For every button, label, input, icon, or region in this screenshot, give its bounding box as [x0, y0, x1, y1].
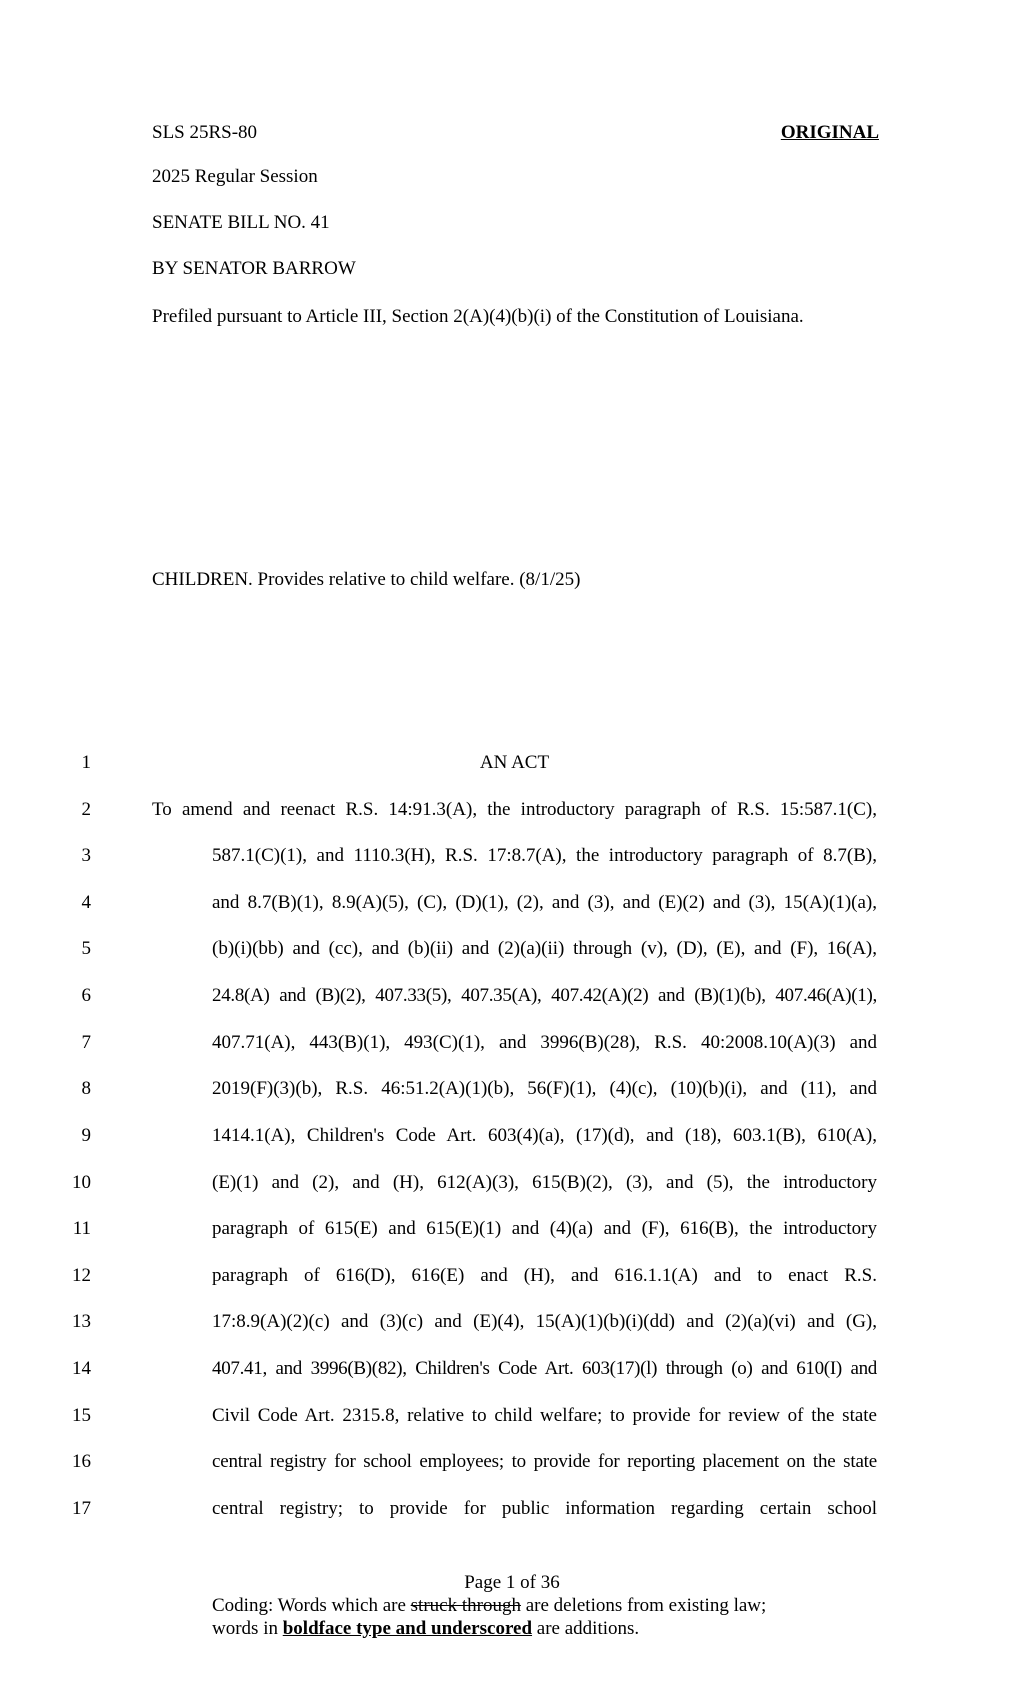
- bill-line: [0, 797, 1024, 823]
- page-number: Page 1 of 36: [464, 1572, 560, 1593]
- line-text: 17:8.9(A)(2)(c) and (3)(c) and (E)(4), 15(A)(1)(b)(i)(dd) and (2)(a)(vi) and (G),: [212, 1311, 877, 1332]
- bill-line: [0, 1263, 1024, 1289]
- author: BY SENATOR BARROW: [152, 258, 356, 279]
- bill-line: [0, 890, 1024, 916]
- coding-words-in: words in: [212, 1618, 278, 1639]
- line-number: 7: [81, 1032, 91, 1053]
- line-text: 2019(F)(3)(b), R.S. 46:51.2(A)(1)(b), 56(F)(1), (4)(c), (10)(b)(i), and (11), and: [212, 1078, 877, 1099]
- status-label: ORIGINAL: [780, 122, 879, 143]
- coding-legend-line-2: [212, 1617, 912, 1641]
- line-text: 1414.1(A), Children's Code Art. 603(4)(a), (17)(d), and (18), 603.1(B), 610(A),: [212, 1125, 877, 1146]
- line-text: (E)(1) and (2), and (H), 612(A)(3), 615(B)(2), (3), and (5), the introductory: [212, 1172, 877, 1193]
- bill-line: [0, 1403, 1024, 1429]
- act-title: AN ACT: [479, 752, 550, 773]
- line-text: paragraph of 615(E) and 615(E)(1) and (4)(a) and (F), 616(B), the introductory: [212, 1218, 877, 1239]
- bill-line: [0, 1030, 1024, 1056]
- line-text: 24.8(A) and (B)(2), 407.33(5), 407.35(A), 407.42(A)(2) and (B)(1)(b), 407.46(A)(1),: [212, 985, 877, 1006]
- bill-line: [0, 1309, 1024, 1335]
- bill-line: [0, 843, 1024, 869]
- bill-line: [0, 983, 1024, 1009]
- line-number: 16: [72, 1451, 91, 1472]
- line-number: 12: [72, 1265, 91, 1286]
- line-text: 407.71(A), 443(B)(1), 493(C)(1), and 3996(B)(28), R.S. 40:2008.10(A)(3) and: [212, 1032, 877, 1053]
- bill-line: [0, 1216, 1024, 1242]
- coding-struck-sample: struck through: [410, 1595, 521, 1616]
- line-number: 5: [81, 938, 91, 959]
- line-number: 4: [81, 892, 91, 913]
- line-number: 3: [81, 845, 91, 866]
- coding-prefix: Coding: Words which are: [212, 1595, 406, 1616]
- line-text: 407.41, and 3996(B)(82), Children's Code Art. 603(17)(l) through (o) and 610(I) and: [212, 1358, 877, 1379]
- bill-line: [0, 1356, 1024, 1382]
- digest-line: CHILDREN. Provides relative to child welfare. (8/1/25): [152, 569, 581, 590]
- line-text: (b)(i)(bb) and (cc), and (b)(ii) and (2)(a)(ii) through (v), (D), (E), and (F), 16(A),: [212, 938, 877, 959]
- line-text: 587.1(C)(1), and 1110.3(H), R.S. 17:8.7(A), the introductory paragraph of 8.7(B),: [212, 845, 877, 866]
- prefiled-note: Prefiled pursuant to Article III, Section 2(A)(4)(b)(i) of the Constitution of Louisiana.: [152, 306, 804, 327]
- line-text: paragraph of 616(D), 616(E) and (H), and 616.1.1(A) and to enact R.S.: [212, 1265, 877, 1286]
- session: 2025 Regular Session: [152, 166, 318, 187]
- bill-number: SENATE BILL NO. 41: [152, 212, 330, 233]
- bill-line: [0, 1496, 1024, 1522]
- bill-line: [0, 1123, 1024, 1149]
- line-number: 9: [81, 1125, 91, 1146]
- line-text: central registry for school employees; to provide for reporting placement on the state: [212, 1451, 877, 1472]
- bill-line: [0, 750, 1024, 776]
- bill-id: SLS 25RS-80: [152, 122, 258, 143]
- line-number: 14: [72, 1358, 91, 1379]
- line-number: 2: [81, 799, 91, 820]
- line-number: 13: [72, 1311, 91, 1332]
- line-text: Civil Code Art. 2315.8, relative to child welfare; to provide for review of the state: [212, 1405, 877, 1426]
- line-number: 8: [81, 1078, 91, 1099]
- bill-line: [0, 936, 1024, 962]
- line-number: 10: [72, 1172, 91, 1193]
- coding-bold-sample: boldface type and underscored: [282, 1618, 533, 1639]
- bill-line: [0, 1170, 1024, 1196]
- bill-line: [0, 1076, 1024, 1102]
- line-number: 15: [72, 1405, 91, 1426]
- line-number: 6: [81, 985, 91, 1006]
- line-number: 17: [72, 1498, 91, 1519]
- bill-line: [0, 1449, 1024, 1475]
- coding-suffix: are additions.: [536, 1618, 640, 1639]
- line-text: To amend and reenact R.S. 14:91.3(A), the introductory paragraph of R.S. 15:587.1(C),: [152, 799, 877, 820]
- line-number: 1: [81, 752, 91, 773]
- coding-legend-line-1: [212, 1594, 912, 1618]
- line-number: 11: [72, 1218, 91, 1239]
- line-text: and 8.7(B)(1), 8.9(A)(5), (C), (D)(1), (2), and (3), and (E)(2) and (3), 15(A)(1)(a),: [212, 892, 877, 913]
- coding-mid: are deletions from existing law;: [525, 1595, 767, 1616]
- line-text: central registry; to provide for public information regarding certain school: [212, 1498, 877, 1519]
